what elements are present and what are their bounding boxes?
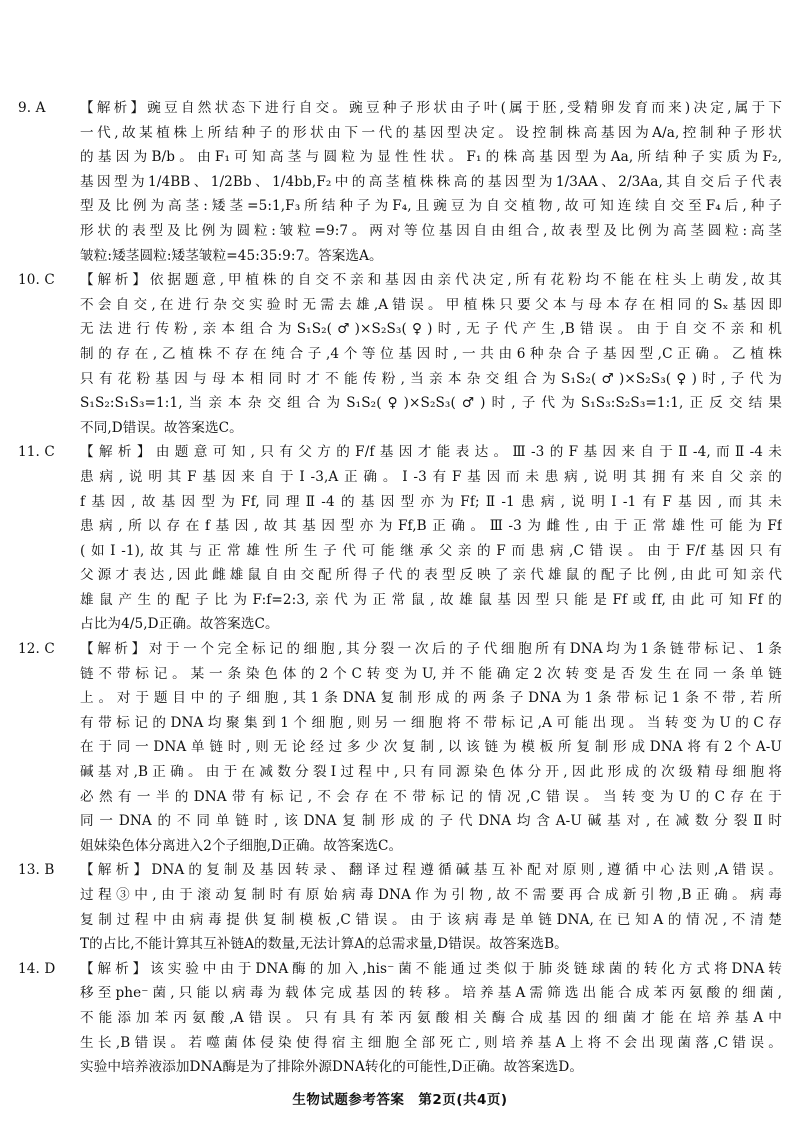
answer-number: 13. B xyxy=(18,862,55,879)
answer-item xyxy=(18,637,782,858)
explanation-line: 上。对于题目中的子细胞,其1条DNA复制形成的两条子DNA为1条带标记1条不带,若所 xyxy=(80,690,782,707)
explanation-line: (如Ⅰ-1),故其与正常雄性所生子代可能继承父亲的F而患病,C错误。由于F/f基因只有 xyxy=(80,542,782,559)
answer-item xyxy=(18,858,782,956)
explanation-line: 实验中培养液添加DNA酶是为了排除外源DNA转化的可能性,D正确。故答案选D。 xyxy=(80,1059,584,1076)
explanation-line: 【解析】该实验中由于DNA酶的加入,his⁻菌不能通过类似于肺炎链球菌的转化方式将DNA转 xyxy=(80,960,782,977)
explanation-line: 移至phe⁻菌,只能以病毒为载体完成基因的转移。培养基A需筛选出能合成苯丙氨酸的细菌, xyxy=(80,985,782,1002)
explanation-line: T的占比,不能计算其互补链A的数量,无法计算A的总需求量,D错误。故答案选B。 xyxy=(80,936,568,953)
explanation-line: 无法进行传粉,亲本组合为S₁S₂(♂)×S₂S₃(♀)时,无子代产生,B错误。由于自交不亲和机 xyxy=(80,321,782,338)
explanation-line: 复制过程中由病毒提供复制模板,C错误。由于该病毒是单链DNA,在已知A的情况,不清楚 xyxy=(80,911,782,928)
explanation-line: f基因,故基因型为Ff,同理Ⅱ-4的基因型亦为Ff;Ⅱ-1患病,说明Ⅰ-1有F基因,而其未 xyxy=(80,493,782,510)
explanation-line: 不能添加苯丙氨酸,A错误。只有具有苯丙氨酸相关酶合成基因的细菌才能在培养基A中 xyxy=(80,1009,782,1026)
answer-number: 9. A xyxy=(18,100,46,116)
explanation-line: 占比为4/5,D正确。故答案选C。 xyxy=(80,616,279,633)
explanation-line: 碱基对,B正确。由于在减数分裂Ⅰ过程中,只有同源染色体分开,因此形成的次级精母细胞将 xyxy=(80,764,782,781)
explanation-line: 【解析】豌豆自然状态下进行自交。豌豆种子形状由子叶(属于胚,受精卵发育而来)决定,属于下 xyxy=(80,100,782,116)
answer-number: 12. C xyxy=(18,641,55,658)
answer-item xyxy=(18,957,782,1080)
explanation-line: 父源才表达,因此雌雄鼠自由交配所得子代的表型反映了亲代雄鼠的配子比例,由此可知亲代 xyxy=(80,567,782,584)
explanation-line: 不同,D错误。故答案选C。 xyxy=(80,419,243,436)
explanation-line: 的基因为B/b。由F₁可知高茎与圆粒为显性性状。F₁的株高基因型为Aa,所结种子实质为F₂, xyxy=(80,149,782,166)
explanation-line: 有带标记的DNA均聚集到1个细胞,则另一细胞将不带标记,A可能出现。当转变为U的C存 xyxy=(80,714,782,731)
answer-number: 11. C xyxy=(18,444,55,461)
page-footer: 生物试题参考答案 第2页(共4页) xyxy=(292,1092,508,1108)
answer-explanation xyxy=(80,637,782,858)
explanation-line: 过程③中,由于滚动复制时有原始病毒DNA作为引物,故不需要再合成新引物,B正确。病毒 xyxy=(80,887,782,903)
answer-number: 14. D xyxy=(18,960,56,977)
answer-explanation xyxy=(80,268,782,440)
explanation-line: 不会自交,在进行杂交实验时无需去雄,A错误。甲植株只要父本与母本存在相同的Sₓ基因即 xyxy=(80,296,782,313)
explanation-line: 只有花粉基因与母本相同时才不能传粉,当亲本杂交组合为S₁S₂(♂)×S₂S₃(♀)时,子代为 xyxy=(80,370,782,387)
explanation-line: 生长,B错误。若噬菌体侵染使得宿主细胞全部死亡,则培养基A上将不会出现菌落,C错误。 xyxy=(80,1034,782,1051)
answer-explanation xyxy=(80,957,782,1080)
answer-number: 10. C xyxy=(18,272,55,289)
explanation-line: 【解析】DNA的复制及基因转录、翻译过程遵循碱基互补配对原则,遵循中心法则,A错误。 xyxy=(80,862,782,879)
explanation-line: 一代,故某植株上所结种子的形状由下一代的基因型决定。设控制株高基因为A/a,控制种子形状 xyxy=(80,124,782,141)
explanation-line: 患病,说明其F基因来自于Ⅰ-3,A正确。Ⅰ-3有F基因而未患病,说明其拥有来自父亲的 xyxy=(80,468,782,485)
answer-item xyxy=(18,96,782,268)
explanation-line: 链不带标记。某一条染色体的2个C转变为U,并不能确定2次转变是否发生在同一条单链 xyxy=(80,665,782,682)
explanation-line: 制的存在,乙植株不存在纯合子,4个等位基因时,一共由6种杂合子基因型,C正确。乙植株 xyxy=(80,345,782,362)
explanation-line: 型及比例为高茎:矮茎=5:1,F₃所结种子为F₄,且豌豆为自交植物,故可知连续自交至F₄后,种子 xyxy=(80,198,782,215)
answer-list xyxy=(18,96,782,1080)
explanation-line: 在于同一DNA单链时,则无论经过多少次复制,以该链为模板所复制形成DNA将有2个A-U xyxy=(80,739,782,756)
explanation-line: 皱粒:矮茎圆粒:矮茎皱粒=45:35:9:7。答案选A。 xyxy=(80,247,383,264)
explanation-line: 形状的表型及比例为圆粒:皱粒=9:7。两对等位基因自由组合,故表型及比例为高茎圆粒:高茎 xyxy=(80,222,782,239)
explanation-line: S₁S₂:S₁S₃=1:1,当亲本杂交组合为S₁S₂(♀)×S₂S₃(♂)时,子代为S₁S₃:S₂S₃=1:1,正反交结果 xyxy=(80,395,782,412)
explanation-line: 基因型为1/4BB、1/2Bb、1/4bb,F₂中的高茎植株株高的基因型为1/3AA、2/3Aa,其自交后子代表 xyxy=(80,173,782,190)
explanation-line: 同一DNA的不同单链时,该DNA复制形成的子代DNA均含A-U碱基对,在减数分裂Ⅱ时 xyxy=(80,813,782,830)
answer-explanation xyxy=(80,858,782,956)
explanation-line: 姐妹染色体分离进入2个子细胞,D正确。故答案选C。 xyxy=(80,837,403,854)
explanation-line: 患病,所以存在f基因,故其基因型亦为Ff,B正确。Ⅲ-3为雌性,由于正常雄性可能为Ff xyxy=(80,518,782,535)
answer-item xyxy=(18,440,782,637)
explanation-line: 雄鼠产生的配子比为F:f=2:3,亲代为正常鼠,故雄鼠基因型只能是Ff或ff,由此可知Ff的 xyxy=(80,591,782,608)
explanation-line: 必然有一半的DNA带有标记,不会存在不带标记的情况,C错误。当转变为U的C存在于 xyxy=(80,788,782,805)
answer-item xyxy=(18,268,782,440)
explanation-line: 【解析】对于一个完全标记的细胞,其分裂一次后的子代细胞所有DNA均为1条链带标记、1条 xyxy=(80,641,782,658)
answer-explanation xyxy=(80,96,782,268)
answer-explanation xyxy=(80,440,782,637)
explanation-line: 【解析】依据题意,甲植株的自交不亲和基因由亲代决定,所有花粉均不能在柱头上萌发,故其 xyxy=(80,272,782,289)
explanation-line: 【解析】由题意可知,只有父方的F/f基因才能表达。Ⅲ-3的F基因来自于Ⅱ-4,而Ⅱ-4未 xyxy=(80,444,782,461)
